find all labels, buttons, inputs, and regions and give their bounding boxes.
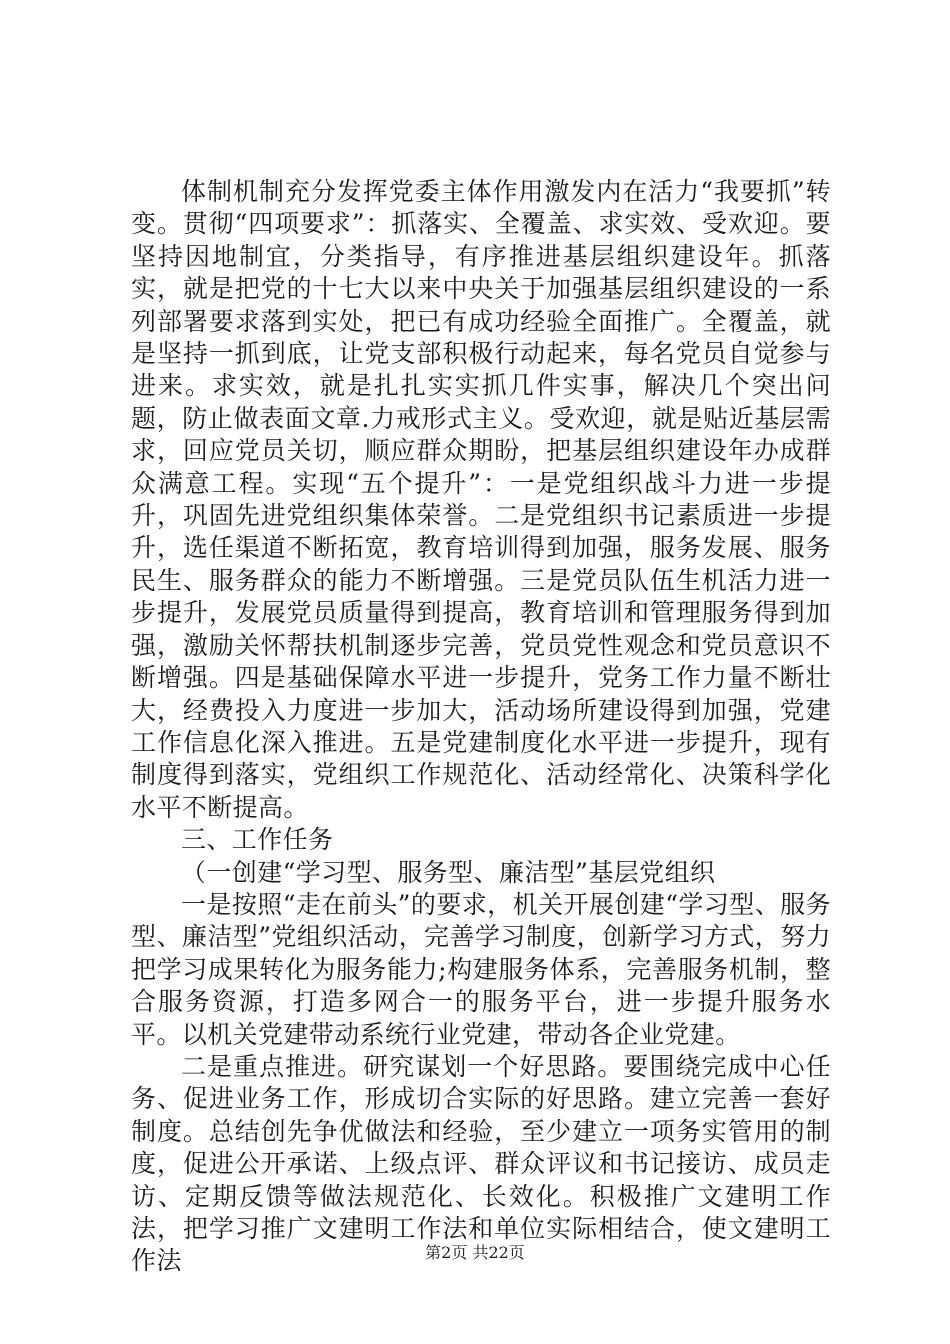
section-heading-work-tasks: 三、工作任务 [181, 825, 334, 855]
subsection-heading: （一创建“学习型、服务型、廉洁型”基层党组织 [181, 857, 716, 887]
body-paragraph-1: 体制机制充分发挥党委主体作用激发内在活力“我要抓”转变。贯彻“四项要求”：抓落实、全覆盖、求实效、受欢迎。要坚持因地制宜，分类指导，有序推进基层组织建设年。抓落实，就是把党的十七大以来中央关于加强基层组织建设的一系列部署要求落到实处，把已有成功经验全面推广。全覆盖，就是坚持一抓到底，让党支部积极行动起来，每名党员自觉参与进来。求实效，就是扎扎实实抓几件实事，解决几个突出问题，防止做表面文章.力戒形式主义。受欢迎，就是贴近基层需求，回应党员关切，顺应群众期盼，把基层组织建设年办成群众满意工程。实现“五个提升”：一是党组织战斗力进一步提升，巩固先进党组织集体荣誉。二是党组织书记素质进一步提升，选任渠道不断拓宽，教育培训得到加强，服务发展、服务民生、服务群众的能力不断增强。三是党员队伍生机活力进一步提升，发展党员质量得到提高，教育培训和管理服务得到加强，激励关怀帮扶机制逐步完善，党员党性观念和党员意识不断增强。四是基础保障水平进一步提升，党务工作力量不断壮大，经费投入力度进一步加大，活动场所建设得到加强，党建工作信息化深入推进。五是党建制度化水平进一步提升，现有制度得到落实，党组织工作规范化、活动经常化、决策科学化水平不断提高。 [131, 177, 831, 822]
document-body [131, 176, 831, 1278]
body-paragraph-2: 一是按照“走在前头”的要求，机关开展创建“学习型、服务型、廉洁型”党组织活动，完善学习制度，创新学习方式，努力把学习成果转化为服务能力;构建服务体系，完善服务机制，整合服务资源，打造多网合一的服务平台，进一步提升服务水平。以机关党建带动系统行业党建，带动各企业党建。 [131, 889, 831, 1049]
body-paragraph-3: 二是重点推进。研究谋划一个好思路。要围绕完成中心任务、促进业务工作，形成切合实际的好思路。建立完善一套好制度。总结创先争优做法和经验，至少建立一项务实管用的制度，促进公开承诺、上级点评、群众评议和书记接访、成员走访、定期反馈等做法规范化、长效化。积极推广文建明工作法，把学习推广文建明工作法和单位实际相结合，使文建明工作法 [131, 1051, 831, 1276]
page-footer: 第2页 共22页 [425, 1243, 525, 1262]
